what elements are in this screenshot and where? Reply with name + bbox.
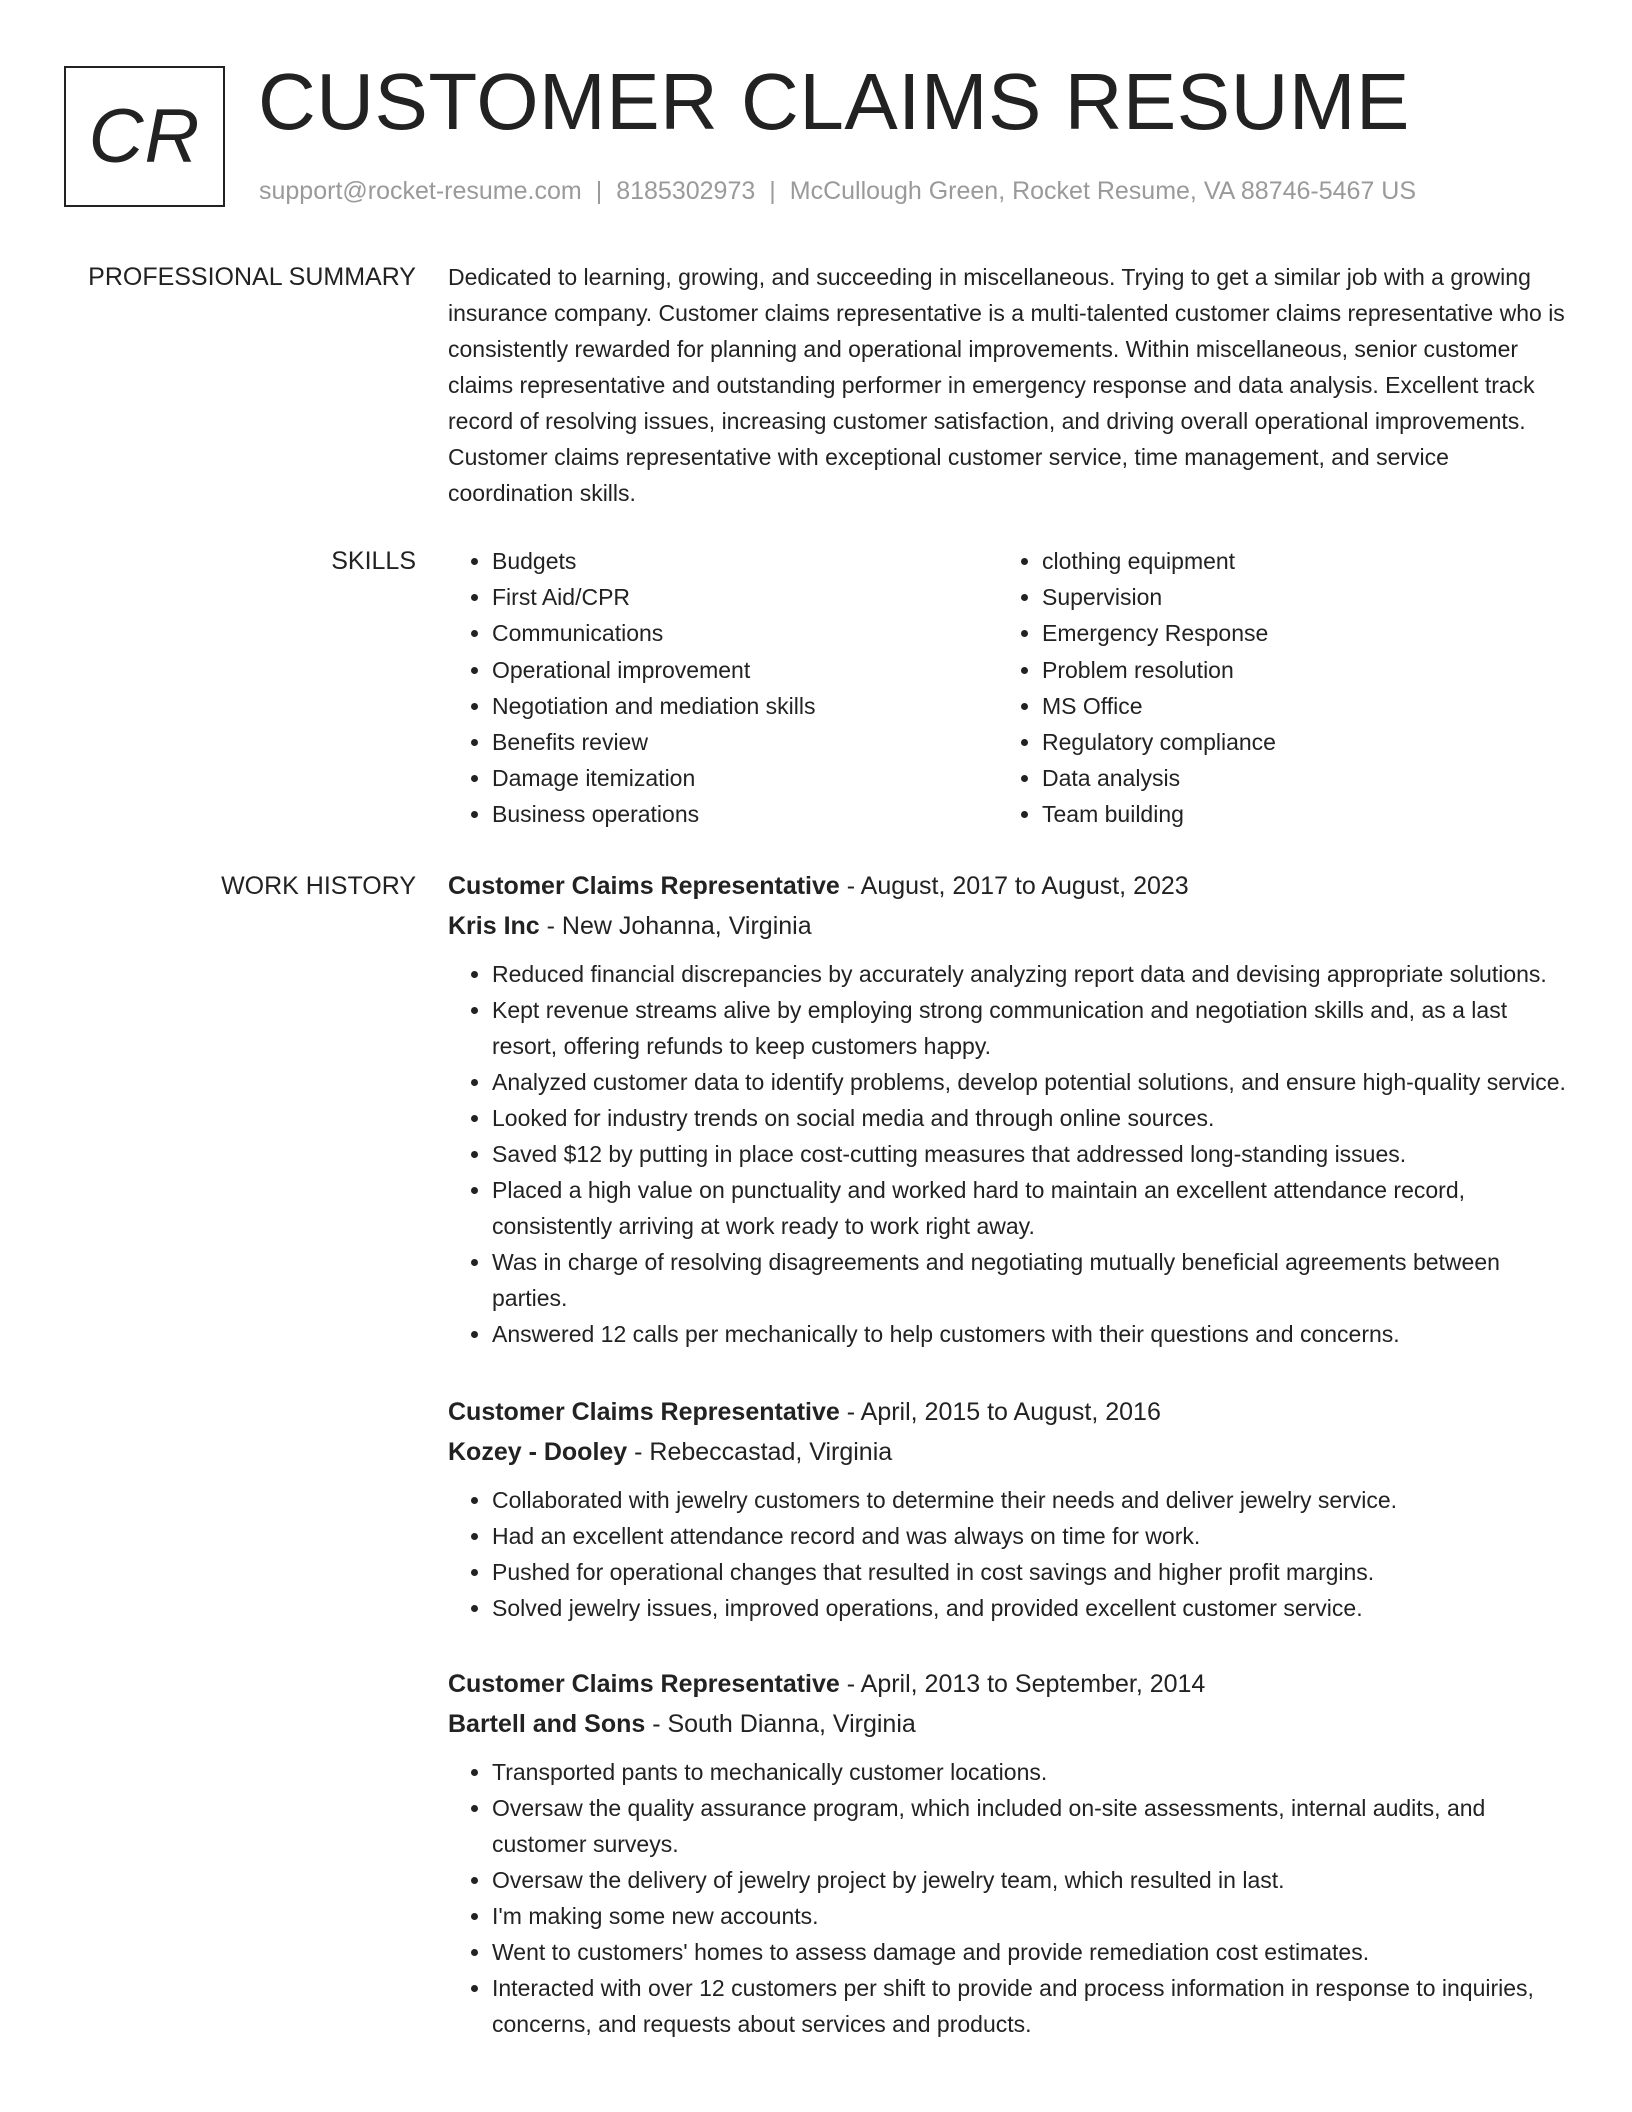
work-history-body <box>448 866 1566 2042</box>
job-duty-item: • Solved jewelry issues, improved operations, and provided excellent customer service. <box>492 1590 1566 1626</box>
job-title-line <box>448 866 1566 906</box>
skill-item: • Communications <box>492 615 998 651</box>
job-company-line <box>448 1704 1566 1744</box>
job-entry <box>448 1664 1566 2042</box>
job-location: - South Dianna, Virginia <box>645 1710 916 1738</box>
skills-heading: SKILLS <box>331 547 416 575</box>
job-entry <box>448 866 1566 1352</box>
job-duty-item: • Looked for industry trends on social media and through online sources. <box>492 1100 1566 1136</box>
monogram-logo: CR <box>64 66 225 207</box>
job-location: - Rebeccastad, Virginia <box>627 1438 893 1466</box>
job-duty-item: • Interacted with over 12 customers per shift to provide and process information in response to inquiries, concerns, and requests about services and products. <box>492 1970 1566 2042</box>
job-title-line <box>448 1392 1566 1432</box>
summary-body <box>448 259 1566 511</box>
job-duty-item: • Pushed for operational changes that resulted in cost savings and higher profit margins. <box>492 1554 1566 1590</box>
job-company: Bartell and Sons <box>448 1710 646 1738</box>
skills-list-left <box>448 543 998 833</box>
contact-line <box>259 174 1416 208</box>
contact-address: McCullough Green, Rocket Resume, VA 88746-5467 US <box>789 177 1417 205</box>
job-duty-item: • Analyzed customer data to identify problems, develop potential solutions, and ensure high-quality service. <box>492 1064 1566 1100</box>
job-duty-item: • Kept revenue streams alive by employing strong communication and negotiation skills and, as a last resort, offering refunds to keep customers happy. <box>492 992 1566 1064</box>
job-duty-item: • Reduced financial discrepancies by accurately analyzing report data and devising appropriate solutions. <box>492 956 1566 992</box>
skill-item: • clothing equipment <box>1042 543 1548 579</box>
job-dates: - April, 2013 to September, 2014 <box>839 1670 1206 1698</box>
skill-item: • Regulatory compliance <box>1042 724 1548 760</box>
job-title: Customer Claims Representative <box>448 872 840 900</box>
skill-item: • Emergency Response <box>1042 615 1548 651</box>
skill-item: • Benefits review <box>492 724 998 760</box>
job-duties-list <box>448 1482 1566 1626</box>
job-duty-item: • Oversaw the delivery of jewelry project by jewelry team, which resulted in last. <box>492 1862 1566 1898</box>
job-title: Customer Claims Representative <box>448 1670 840 1698</box>
summary-text: Dedicated to learning, growing, and succeeding in miscellaneous. Trying to get a similar job with a growing insurance company. Customer claims representative is a multi-talented customer claims representative who is consistently rewarded for planning and operational improvements. Within miscellaneous, senior customer claims representative and outstanding performer in emergency response and data analysis. Excellent track record of resolving issues, increasing customer satisfaction, and driving overall operational improvements. Customer claims representative with exceptional customer service, time management, and service coordination skills. <box>448 264 1565 506</box>
job-title: Customer Claims Representative <box>448 1398 840 1426</box>
job-title-line <box>448 1664 1566 1704</box>
job-duty-item: • Oversaw the quality assurance program, which included on-site assessments, internal audits, and customer surveys. <box>492 1790 1566 1862</box>
skill-item: • Supervision <box>1042 579 1548 615</box>
skill-item: • Problem resolution <box>1042 652 1548 688</box>
summary-heading: PROFESSIONAL SUMMARY <box>88 263 416 291</box>
job-duty-item: • Was in charge of resolving disagreements and negotiating mutually beneficial agreements between parties. <box>492 1244 1566 1316</box>
job-duty-item: • Had an excellent attendance record and was always on time for work. <box>492 1518 1566 1554</box>
skills-body <box>448 543 1566 833</box>
skill-item: • Damage itemization <box>492 760 998 796</box>
resume-title: CUSTOMER CLAIMS RESUME <box>258 57 1410 146</box>
skill-item: • Business operations <box>492 796 998 832</box>
skill-item: • Data analysis <box>1042 760 1548 796</box>
job-entry <box>448 1392 1566 1626</box>
job-dates: - April, 2015 to August, 2016 <box>839 1398 1161 1426</box>
job-duty-item: • I'm making some new accounts. <box>492 1898 1566 1934</box>
contact-separator: | <box>769 177 776 205</box>
contact-separator: | <box>595 177 603 205</box>
job-duties-list <box>448 956 1566 1352</box>
job-duty-item: • Saved $12 by putting in place cost-cutting measures that addressed long-standing issues. <box>492 1136 1566 1172</box>
skill-item: • Budgets <box>492 543 998 579</box>
job-dates: - August, 2017 to August, 2023 <box>839 872 1189 900</box>
work-history-heading: WORK HISTORY <box>221 872 416 900</box>
job-company-line <box>448 1432 1566 1472</box>
skill-item: • First Aid/CPR <box>492 579 998 615</box>
skill-item: • MS Office <box>1042 688 1548 724</box>
contact-email[interactable]: support@rocket-resume.com <box>259 177 582 205</box>
job-duties-list <box>448 1754 1566 2042</box>
skill-item: • Negotiation and mediation skills <box>492 688 998 724</box>
skills-list-right <box>998 543 1548 833</box>
skill-item: • Team building <box>1042 796 1548 832</box>
job-duty-item: • Collaborated with jewelry customers to determine their needs and deliver jewelry service. <box>492 1482 1566 1518</box>
skills-column-left <box>448 543 998 833</box>
job-duty-item: • Transported pants to mechanically customer locations. <box>492 1754 1566 1790</box>
contact-phone[interactable]: 8185302973 <box>616 177 756 205</box>
job-duty-item: • Answered 12 calls per mechanically to help customers with their questions and concerns. <box>492 1316 1566 1352</box>
job-location: - New Johanna, Virginia <box>539 912 812 940</box>
job-company-line <box>448 906 1566 946</box>
job-company: Kris Inc <box>448 912 540 940</box>
skill-item: • Operational improvement <box>492 652 998 688</box>
job-duty-item: • Went to customers' homes to assess damage and provide remediation cost estimates. <box>492 1934 1566 1970</box>
job-duty-item: • Placed a high value on punctuality and worked hard to maintain an excellent attendance record, consistently arriving at work ready to work right away. <box>492 1172 1566 1244</box>
job-company: Kozey - Dooley <box>448 1438 628 1466</box>
skills-column-right <box>998 543 1548 833</box>
